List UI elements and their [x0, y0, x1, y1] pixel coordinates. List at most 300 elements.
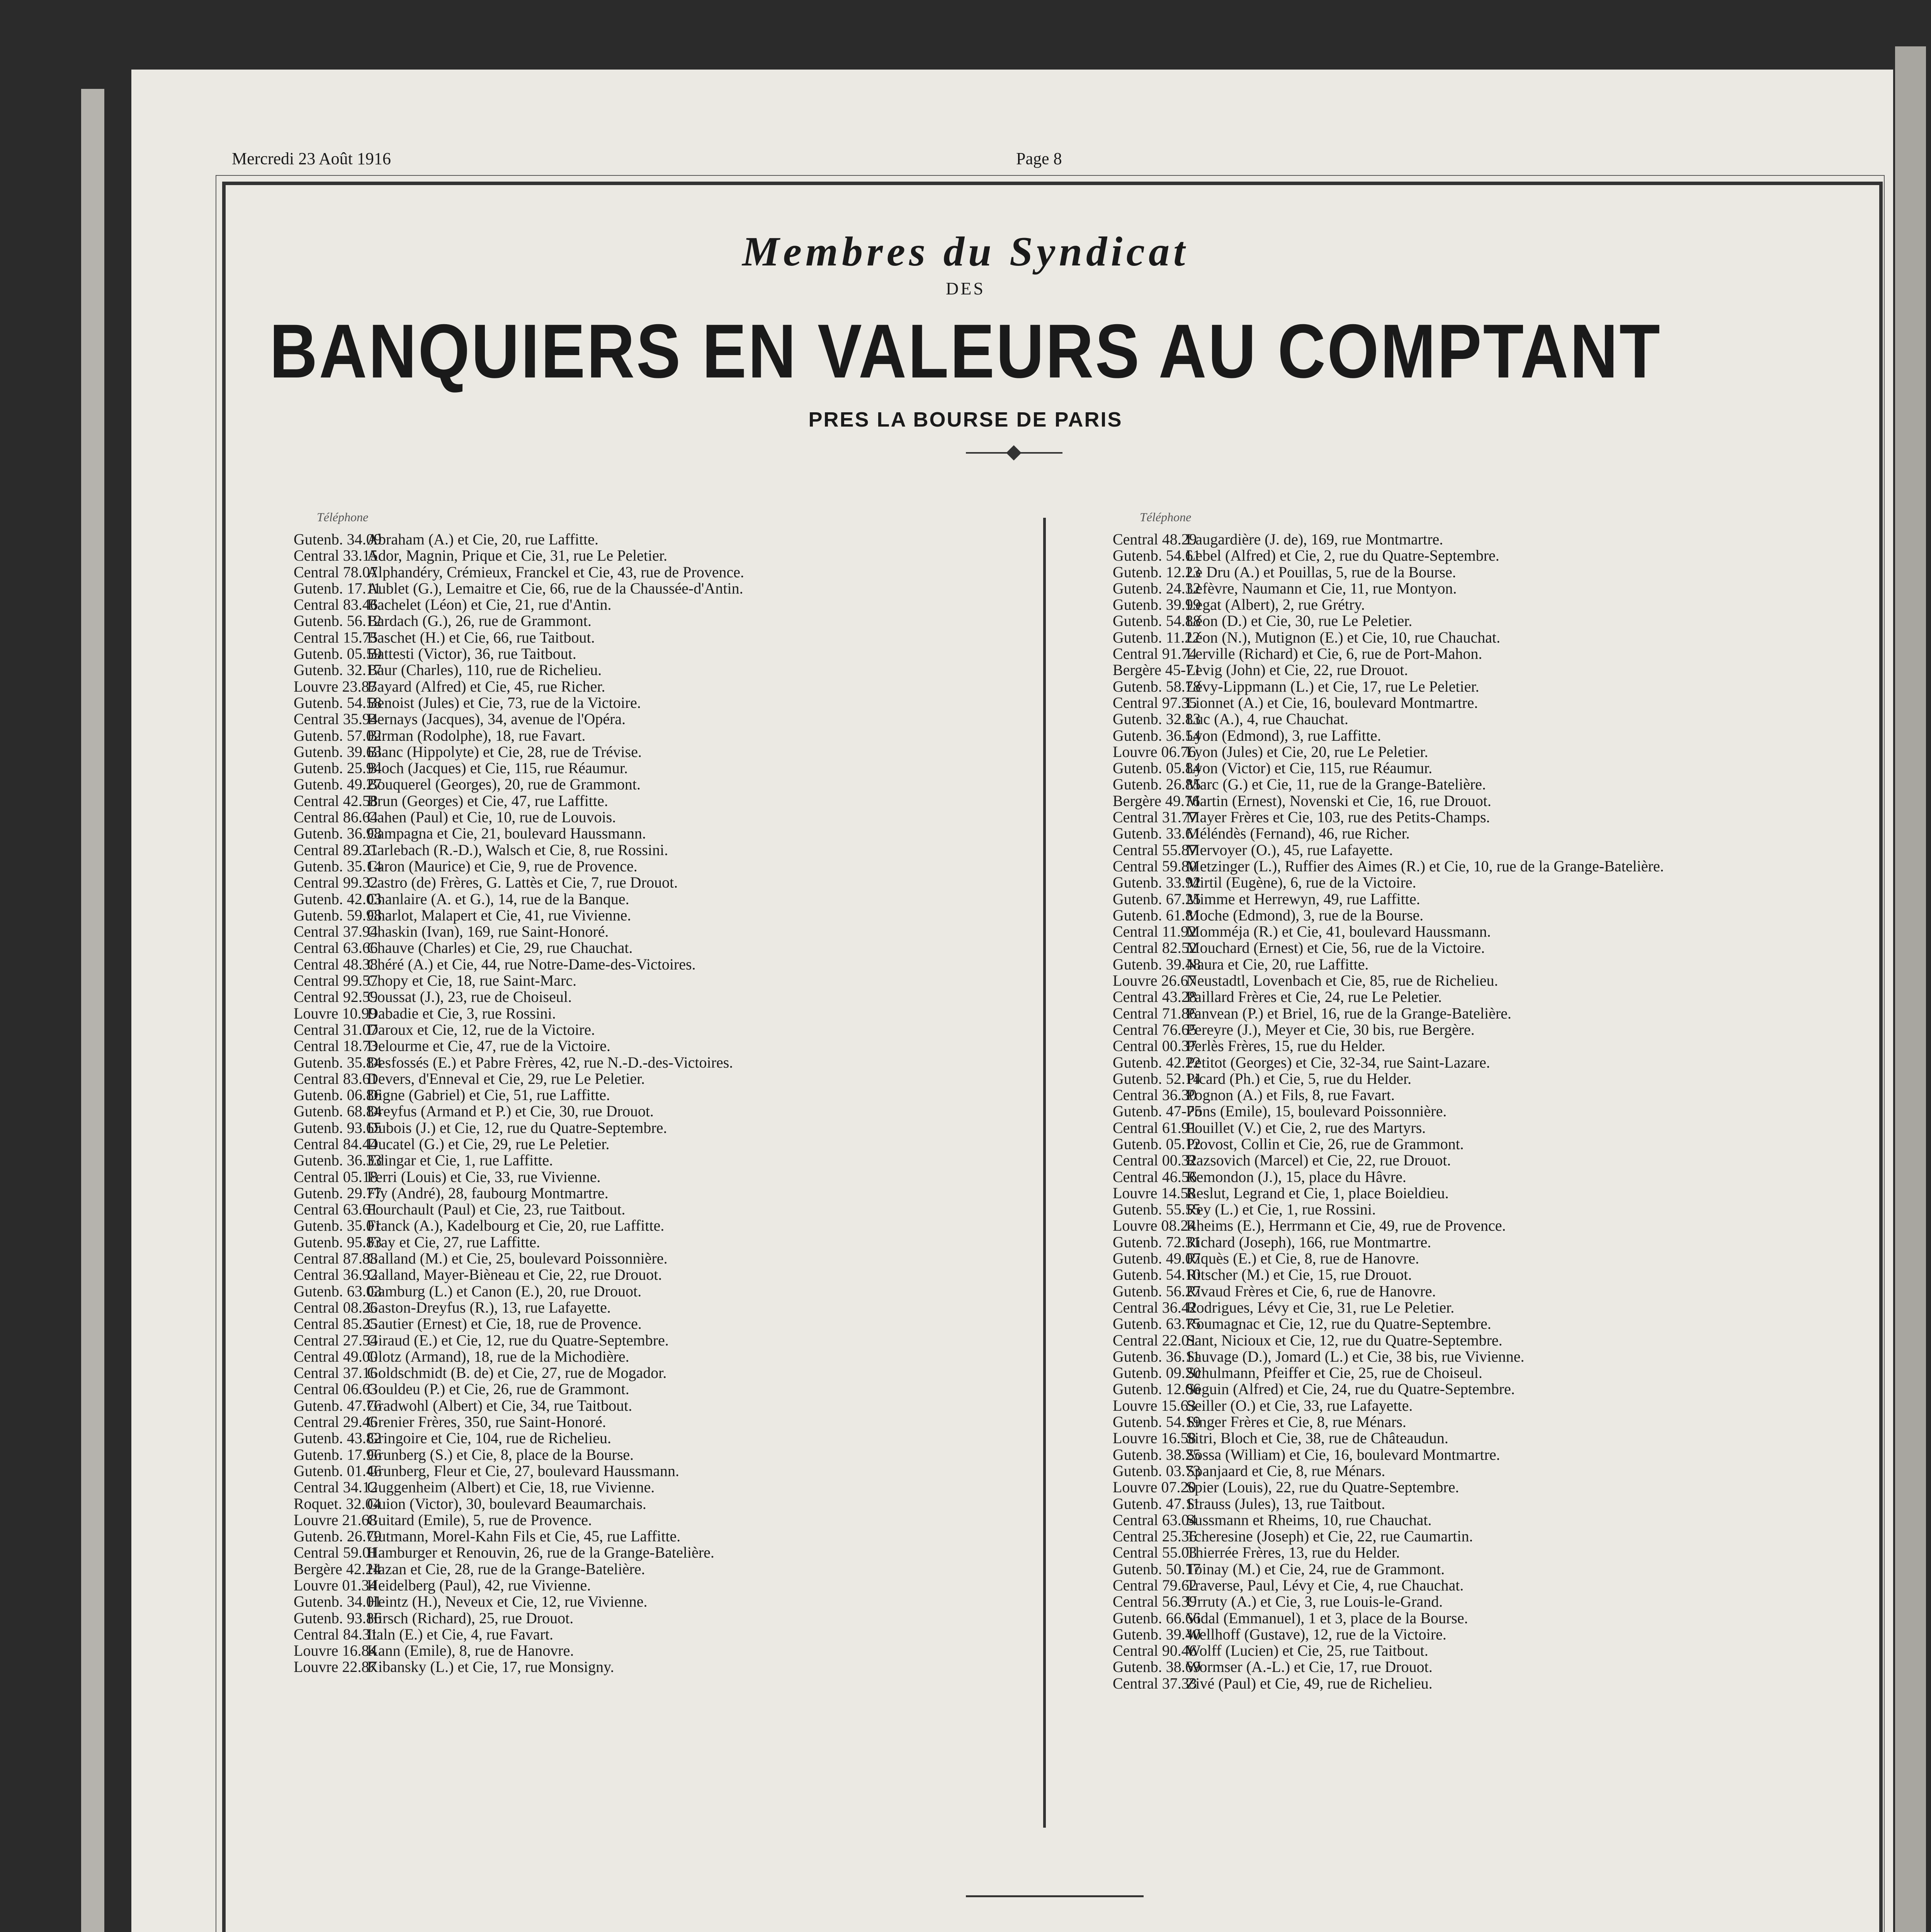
phone-exchange: Central 00.37	[1113, 1037, 1197, 1055]
member-name-address: Roumagnac et Cie, 12, rue du Quatre-Septembre.	[1186, 1315, 1491, 1333]
phone-exchange: Central 63.66	[294, 939, 378, 957]
phone-exchange: Roquet. 32.04	[294, 1495, 381, 1512]
member-entry	[1113, 776, 1664, 793]
member-name-address: Perlès Frères, 15, rue du Helder.	[1186, 1037, 1385, 1055]
member-name-address: Gutmann, Morel-Kahn Fils et Cie, 45, rue Laffitte.	[367, 1527, 681, 1545]
member-name-address: Panvean (P.) et Briel, 16, rue de la Grange-Batelière.	[1186, 1004, 1511, 1022]
member-entry	[1113, 580, 1664, 597]
member-entry	[1113, 744, 1664, 760]
phone-exchange: Central 99.57	[294, 972, 378, 990]
member-name-address: Castro (de) Frères, G. Lattès et Cie, 7, rue Drouot.	[367, 874, 678, 891]
phone-exchange: Gutenb. 57.02	[294, 726, 382, 744]
phone-exchange: Gutenb. 17.11	[294, 579, 381, 597]
member-name-address: Le Dru (A.) et Pouillas, 5, rue de la Bourse.	[1186, 563, 1456, 581]
phone-exchange: Gutenb. 33.61	[1113, 825, 1201, 842]
member-entry	[294, 613, 744, 629]
member-name-address: Pereyre (J.), Meyer et Cie, 30 bis, rue Bergère.	[1186, 1020, 1475, 1038]
member-entry	[294, 874, 744, 891]
member-name-address: Grenier Frères, 350, rue Saint-Honoré.	[367, 1413, 606, 1431]
section-rule	[966, 1895, 1144, 1897]
member-entry	[1113, 695, 1664, 711]
member-name-address: Guggenheim (Albert) et Cie, 18, rue Vivienne.	[367, 1478, 655, 1496]
member-name-address: Seguin (Alfred) et Cie, 24, rue du Quatre-Septembre.	[1186, 1380, 1515, 1398]
member-entry	[294, 1267, 744, 1283]
member-entry	[1113, 842, 1664, 858]
member-name-address: Desfossés (E.) et Pabre Frères, 42, rue N.-D.-des-Victoires.	[367, 1053, 733, 1071]
column-header-right: Téléphone	[1140, 510, 1192, 524]
member-name-address: Bloch (Jacques) et Cie, 115, rue Réaumur.	[367, 759, 628, 777]
phone-exchange: Louvre 15.63	[1113, 1396, 1196, 1414]
phone-exchange: Central 49.00	[294, 1347, 378, 1365]
member-entry	[294, 1398, 744, 1414]
member-entry	[1113, 907, 1664, 923]
phone-exchange: Gutenb. 61.81	[1113, 906, 1201, 924]
member-name-address: Sossa (William) et Cie, 16, boulevard Montmartre.	[1186, 1446, 1500, 1463]
phone-exchange: Central 06.63	[294, 1380, 378, 1398]
member-entry	[294, 597, 744, 613]
member-entry	[1113, 728, 1664, 744]
member-entry	[294, 1463, 744, 1479]
phone-exchange: Louvre 21.68	[294, 1511, 377, 1529]
member-entry	[294, 1349, 744, 1365]
member-entry	[1113, 1185, 1664, 1201]
title-membres: Membres du Syndicat	[742, 229, 1189, 275]
member-name-address: Lévy-Lippmann (L.) et Cie, 17, rue Le Peletier.	[1186, 677, 1479, 695]
member-name-address: Brun (Georges) et Cie, 47, rue Laffitte.	[367, 792, 608, 810]
member-name-address: Campagna et Cie, 21, boulevard Haussmann.	[367, 825, 646, 842]
member-entry	[294, 1365, 744, 1381]
member-entry	[294, 1022, 744, 1038]
title-banquiers: BANQUIERS EN VALEURS AU COMPTANT	[269, 308, 1662, 394]
phone-exchange: Central 48.29	[1113, 531, 1197, 548]
ornament-divider	[966, 452, 1062, 454]
member-entry	[294, 1496, 744, 1512]
phone-exchange: Louvre 01.34	[294, 1577, 377, 1594]
member-name-address: Mervoyer (O.), 45, rue Lafayette.	[1186, 841, 1393, 859]
phone-exchange: Central 92.59	[294, 988, 378, 1006]
member-entry	[1113, 793, 1664, 809]
member-name-address: Edingar et Cie, 1, rue Laffitte.	[367, 1151, 553, 1169]
member-entry	[294, 809, 744, 825]
member-entry	[294, 1414, 744, 1430]
phone-exchange: Central 36.30	[1113, 1086, 1197, 1104]
member-entry	[294, 1610, 744, 1626]
member-name-address: Rey (L.) et Cie, 1, rue Rossini.	[1186, 1201, 1376, 1218]
member-entry	[1113, 531, 1664, 548]
member-name-address: Wellhoff (Gustave), 12, rue de la Victoire.	[1186, 1625, 1447, 1643]
phone-exchange: Central 11.92	[1113, 923, 1197, 940]
member-name-address: Mimme et Herrewyn, 49, rue Laffitte.	[1186, 890, 1420, 908]
phone-exchange: Gutenb. 63.75	[1113, 1315, 1201, 1333]
member-name-address: Guion (Victor), 30, boulevard Beaumarchais.	[367, 1495, 646, 1512]
member-entry	[1113, 1169, 1664, 1185]
phone-exchange: Central 08.26	[294, 1298, 378, 1316]
member-entry	[1113, 646, 1664, 662]
member-entry	[1113, 1136, 1664, 1152]
phone-exchange: Louvre 08.24	[1113, 1217, 1196, 1235]
phone-exchange: Central 56.39	[1113, 1593, 1197, 1611]
phone-exchange: Bergère 42.24	[294, 1560, 381, 1578]
phone-exchange: Gutenb. 24.32	[1113, 579, 1201, 597]
phone-exchange: Gutenb. 49.07	[1113, 1250, 1201, 1267]
member-name-address: Rheims (E.), Herrmann et Cie, 49, rue de Provence.	[1186, 1217, 1506, 1235]
member-entry	[294, 1594, 744, 1610]
member-entry	[1113, 1544, 1664, 1561]
member-name-address: Kann (Emile), 8, rue de Hanovre.	[367, 1642, 574, 1660]
member-name-address: Rivaud Frères et Cie, 6, rue de Hanovre.	[1186, 1282, 1436, 1300]
member-entry	[294, 793, 744, 809]
member-entry	[1113, 1299, 1664, 1316]
member-name-address: Reslut, Legrand et Cie, 1, place Boieldieu.	[1186, 1184, 1449, 1202]
member-entry	[294, 679, 744, 695]
member-entry	[1113, 1381, 1664, 1397]
member-entry	[294, 662, 744, 678]
member-name-address: Caron (Maurice) et Cie, 9, rue de Provence.	[367, 857, 637, 875]
member-entry	[294, 1103, 744, 1119]
member-name-address: Spier (Louis), 22, rue du Quatre-Septembre.	[1186, 1478, 1459, 1496]
member-entry	[294, 760, 744, 776]
member-name-address: Hazan et Cie, 28, rue de la Grange-Batelière.	[367, 1560, 645, 1578]
member-entry	[1113, 1332, 1664, 1349]
member-entry	[1113, 1038, 1664, 1054]
member-entry	[1113, 1267, 1664, 1283]
member-name-address: Traverse, Paul, Lévy et Cie, 4, rue Chauchat.	[1186, 1577, 1464, 1594]
member-name-address: Levig (John) et Cie, 22, rue Drouot.	[1186, 661, 1408, 679]
member-name-address: Ritscher (M.) et Cie, 15, rue Drouot.	[1186, 1266, 1412, 1284]
phone-exchange: Gutenb. 36.98	[294, 825, 382, 842]
phone-exchange: Central 35.94	[294, 710, 378, 728]
member-name-address: Singer Frères et Cie, 8, rue Ménars.	[1186, 1413, 1406, 1431]
member-name-address: Lebel (Alfred) et Cie, 2, rue du Quatre-Septembre.	[1186, 547, 1499, 565]
phone-exchange: Gutenb. 05.12	[1113, 1135, 1201, 1153]
member-name-address: Galland, Mayer-Bièneau et Cie, 22, rue Drouot.	[367, 1266, 662, 1284]
phone-exchange: Gutenb. 34.09	[294, 531, 382, 548]
member-entry	[294, 1185, 744, 1201]
member-entry	[1113, 973, 1664, 989]
member-entry	[1113, 989, 1664, 1005]
phone-exchange: Central 31.07	[294, 1020, 378, 1038]
phone-exchange: Gutenb. 12.23	[1113, 563, 1201, 581]
phone-exchange: Central 43.28	[1113, 988, 1197, 1006]
member-name-address: Remondon (J.), 15, place du Hâvre.	[1186, 1168, 1406, 1185]
member-name-address: Lyon (Jules) et Cie, 20, rue Le Peletier.	[1186, 743, 1428, 760]
phone-exchange: Gutenb. 17.96	[294, 1446, 382, 1463]
phone-exchange: Gutenb. 72.31	[1113, 1233, 1201, 1251]
member-name-address: Baschet (H.) et Cie, 66, rue Taitbout.	[367, 628, 595, 646]
phone-exchange: Central 25.36	[1113, 1527, 1197, 1545]
member-entry	[294, 1136, 744, 1152]
member-entry	[294, 776, 744, 793]
phone-exchange: Gutenb. 01.46	[294, 1462, 382, 1480]
member-name-address: Lyon (Edmond), 3, rue Laffitte.	[1186, 726, 1381, 744]
phone-exchange: Gutenb. 95.83	[294, 1233, 382, 1251]
member-name-address: Birman (Rodolphe), 18, rue Favart.	[367, 726, 586, 744]
member-name-address: Metzinger (L.), Ruffier des Aimes (R.) et Cie, 10, rue de la Grange-Batelière.	[1186, 857, 1664, 875]
member-name-address: Picard (Ph.) et Cie, 5, rue du Helder.	[1186, 1070, 1412, 1087]
member-name-address: Sant, Nicioux et Cie, 12, rue du Quatre-Septembre.	[1186, 1331, 1503, 1349]
member-entry	[294, 940, 744, 956]
member-name-address: Tcheresine (Joseph) et Cie, 22, rue Caumartin.	[1186, 1527, 1473, 1545]
member-entry	[294, 1169, 744, 1185]
phone-exchange: Gutenb. 05.84	[1113, 759, 1201, 777]
phone-exchange: Gutenb. 33.92	[1113, 874, 1201, 891]
member-name-address: Daroux et Cie, 12, rue de la Victoire.	[367, 1020, 595, 1038]
member-entry	[1113, 1594, 1664, 1610]
member-entry	[294, 923, 744, 940]
phone-exchange: Gutenb. 35.01	[294, 1217, 382, 1235]
member-entry	[294, 564, 744, 580]
column-header-left: Téléphone	[317, 510, 369, 524]
member-name-address: Vidal (Emmanuel), 1 et 3, place de la Bourse.	[1186, 1609, 1468, 1627]
member-entry	[1113, 1479, 1664, 1495]
member-name-address: Zivé (Paul) et Cie, 49, rue de Richelieu.	[1186, 1674, 1433, 1692]
phone-exchange: Central 48.38	[294, 955, 378, 973]
member-name-address: Ferri (Louis) et Cie, 33, rue Vivienne.	[367, 1168, 601, 1185]
member-name-address: Mayer Frères et Cie, 103, rue des Petits-Champs.	[1186, 808, 1490, 826]
phone-exchange: Central 37.33	[1113, 1674, 1197, 1692]
member-name-address: Mouchard (Ernest) et Cie, 56, rue de la Victoire.	[1186, 939, 1485, 957]
member-name-address: Bayard (Alfred) et Cie, 45, rue Richer.	[367, 677, 605, 695]
phone-exchange: Gutenb. 25.94	[294, 759, 382, 777]
member-name-address: Grunberg (S.) et Cie, 8, place de la Bourse.	[367, 1446, 634, 1463]
phone-exchange: Central 61.91	[1113, 1119, 1197, 1136]
member-entry	[1113, 1577, 1664, 1594]
member-entry	[294, 1447, 744, 1463]
member-name-address: Urruty (A.) et Cie, 3, rue Louis-le-Grand.	[1186, 1593, 1443, 1611]
member-entry	[1113, 613, 1664, 629]
member-name-address: Gaston-Dreyfus (R.), 13, rue Lafayette.	[367, 1298, 611, 1316]
member-entry	[1113, 825, 1664, 842]
phone-exchange: Gutenb. 39.99	[1113, 596, 1201, 614]
member-entry	[1113, 1561, 1664, 1577]
member-name-address: Gautier (Ernest) et Cie, 18, rue de Provence.	[367, 1315, 642, 1333]
members-list-left	[294, 531, 744, 1675]
member-entry	[1113, 711, 1664, 727]
phone-exchange: Louvre 23.87	[294, 677, 377, 695]
member-entry	[1113, 662, 1664, 678]
member-name-address: Naura et Cie, 20, rue Laffitte.	[1186, 955, 1369, 973]
phone-exchange: Gutenb. 35.14	[294, 857, 382, 875]
phone-exchange: Louvre 16.58	[1113, 1429, 1196, 1447]
member-name-address: Marc (G.) et Cie, 11, rue de la Grange-Batelière.	[1186, 776, 1486, 793]
phone-exchange: Central 55.03	[1113, 1544, 1197, 1561]
phone-exchange: Gutenb. 26.79	[294, 1527, 382, 1545]
phone-exchange: Gutenb. 03.73	[1113, 1462, 1201, 1480]
member-name-address: Carlebach (R.-D.), Walsch et Cie, 8, rue Rossini.	[367, 841, 668, 859]
phone-exchange: Gutenb. 56.12	[294, 612, 382, 630]
phone-exchange: Central 42.58	[294, 792, 378, 810]
member-entry	[1113, 858, 1664, 874]
member-name-address: Fly (André), 28, faubourg Montmartre.	[367, 1184, 609, 1202]
member-entry	[294, 1528, 744, 1544]
member-name-address: Dreyfus (Armand et P.) et Cie, 30, rue Drouot.	[367, 1102, 654, 1120]
member-entry	[294, 1152, 744, 1168]
member-name-address: Léon (N.), Mutignon (E.) et Cie, 10, rue Chauchat.	[1186, 628, 1501, 646]
member-name-address: Gamburg (L.) et Canon (E.), 20, rue Drouot.	[367, 1282, 642, 1300]
phone-exchange: Gutenb. 47.76	[294, 1396, 382, 1414]
member-name-address: Gradwohl (Albert) et Cie, 34, rue Taitbout.	[367, 1396, 632, 1414]
member-entry	[294, 1561, 744, 1577]
member-entry	[1113, 1316, 1664, 1332]
member-entry	[1113, 923, 1664, 940]
member-name-address: Legat (Albert), 2, rue Grétry.	[1186, 596, 1365, 614]
member-entry	[294, 1643, 744, 1659]
phone-exchange: Central 34.12	[294, 1478, 378, 1496]
member-entry	[1113, 1528, 1664, 1544]
member-entry	[294, 1479, 744, 1495]
member-name-address: Strauss (Jules), 13, rue Taitbout.	[1186, 1495, 1385, 1512]
member-name-address: Laugardière (J. de), 169, rue Montmartre.	[1186, 531, 1443, 548]
phone-exchange: Central 22.01	[1113, 1331, 1197, 1349]
member-entry	[1113, 940, 1664, 956]
member-name-address: Pouillet (V.) et Cie, 2, rue des Martyrs.	[1186, 1119, 1426, 1136]
member-entry	[1113, 1610, 1664, 1626]
phone-exchange: Louvre 07.20	[1113, 1478, 1196, 1496]
member-name-address: Pons (Emile), 15, boulevard Poissonnière.	[1186, 1102, 1447, 1120]
member-name-address: Franck (A.), Kadelbourg et Cie, 20, rue Laffitte.	[367, 1217, 665, 1235]
phone-exchange: Gutenb. 06.86	[294, 1086, 382, 1104]
phone-exchange: Gutenb. 36.33	[294, 1151, 382, 1169]
member-name-address: Razsovich (Marcel) et Cie, 22, rue Drouot.	[1186, 1151, 1451, 1169]
member-name-address: Aublet (G.), Lemaitre et Cie, 66, rue de la Chaussée-d'Antin.	[367, 579, 743, 597]
phone-exchange: Gutenb. 29.77	[294, 1184, 382, 1202]
phone-exchange: Louvre 06.76	[1113, 743, 1196, 760]
member-name-address: Hamburger et Renouvin, 26, rue de la Grange-Batelière.	[367, 1544, 714, 1561]
phone-exchange: Central 05.18	[294, 1168, 378, 1185]
member-name-address: Spanjaard et Cie, 8, rue Ménars.	[1186, 1462, 1385, 1480]
phone-exchange: Central 46.56	[1113, 1168, 1197, 1185]
title-bourse: PRES LA BOURSE DE PARIS	[808, 408, 1123, 431]
member-entry	[1113, 1120, 1664, 1136]
member-entry	[1113, 760, 1664, 776]
phone-exchange: Central 71.86	[1113, 1004, 1197, 1022]
member-entry	[1113, 548, 1664, 564]
phone-exchange: Central 89.21	[294, 841, 378, 859]
member-entry	[1113, 1398, 1664, 1414]
member-name-address: Ducatel (G.) et Cie, 29, rue Le Peletier.	[367, 1135, 610, 1153]
member-entry	[294, 1626, 744, 1643]
phone-exchange: Louvre 16.84	[294, 1642, 377, 1660]
member-entry	[294, 1201, 744, 1218]
member-entry	[294, 1430, 744, 1446]
phone-exchange: Central 83.46	[294, 596, 378, 614]
member-entry	[1113, 1005, 1664, 1022]
phone-exchange: Central 00.32	[1113, 1151, 1197, 1169]
member-entry	[1113, 1201, 1664, 1218]
member-entry	[294, 1332, 744, 1349]
member-entry	[1113, 1659, 1664, 1675]
phone-exchange: Central 79.62	[1113, 1577, 1197, 1594]
member-entry	[294, 1577, 744, 1594]
member-name-address: Mirtil (Eugène), 6, rue de la Victoire.	[1186, 874, 1416, 891]
member-name-address: Lyon (Victor) et Cie, 115, rue Réaumur.	[1186, 759, 1433, 777]
member-name-address: Hirsch (Richard), 25, rue Drouot.	[367, 1609, 574, 1627]
phone-exchange: Gutenb. 12.06	[1113, 1380, 1201, 1398]
member-name-address: Dubois (J.) et Cie, 12, rue du Quatre-Septembre.	[367, 1119, 667, 1136]
member-name-address: Richard (Joseph), 166, rue Montmartre.	[1186, 1233, 1431, 1251]
member-name-address: Battesti (Victor), 36, rue Taitbout.	[367, 645, 576, 663]
member-name-address: Moche (Edmond), 3, rue de la Bourse.	[1186, 906, 1424, 924]
member-name-address: Bouquerel (Georges), 20, rue de Grammont.	[367, 776, 641, 793]
member-name-address: Martin (Ernest), Novenski et Cie, 16, rue Drouot.	[1186, 792, 1491, 810]
member-name-address: Gringoire et Cie, 104, rue de Richelieu.	[367, 1429, 612, 1447]
member-entry	[1113, 1447, 1664, 1463]
member-entry	[294, 1299, 744, 1316]
phone-exchange: Bergère 49.76	[1113, 792, 1200, 810]
member-name-address: Bachelet (Léon) et Cie, 21, rue d'Antin.	[367, 596, 612, 614]
member-entry	[294, 973, 744, 989]
phone-exchange: Gutenb. 52.14	[1113, 1070, 1201, 1087]
member-entry	[1113, 1054, 1664, 1071]
member-entry	[1113, 629, 1664, 646]
phone-exchange: Gutenb. 56.27	[1113, 1282, 1201, 1300]
member-name-address: Chanlaire (A. et G.), 14, rue de la Banque.	[367, 890, 629, 908]
phone-exchange: Central 33.15	[294, 547, 378, 565]
member-entry	[1113, 1071, 1664, 1087]
member-name-address: Chauve (Charles) et Cie, 29, rue Chauchat.	[367, 939, 633, 957]
member-entry	[294, 891, 744, 907]
phone-exchange: Gutenb. 38.69	[1113, 1658, 1201, 1676]
phone-exchange: Gutenb. 93.86	[294, 1609, 382, 1627]
member-name-address: Chaskin (Ivan), 169, rue Saint-Honoré.	[367, 923, 609, 940]
member-name-address: Wormser (A.-L.) et Cie, 17, rue Drouot.	[1186, 1658, 1433, 1676]
column-divider	[1043, 518, 1046, 1828]
member-name-address: Léon (D.) et Cie, 30, rue Le Peletier.	[1186, 612, 1413, 630]
member-entry	[294, 858, 744, 874]
member-entry	[294, 695, 744, 711]
member-name-address: Grunberg, Fleur et Cie, 27, boulevard Haussmann.	[367, 1462, 679, 1480]
phone-exchange: Gutenb. 50.17	[1113, 1560, 1201, 1578]
phone-exchange: Gutenb. 39.63	[294, 743, 382, 760]
member-entry	[1113, 1152, 1664, 1168]
phone-exchange: Gutenb. 32.83	[1113, 710, 1201, 728]
member-name-address: Heidelberg (Paul), 42, rue Vivienne.	[367, 1577, 591, 1594]
phone-exchange: Gutenb. 39.48	[1113, 955, 1201, 973]
member-entry	[1113, 564, 1664, 580]
member-entry	[1113, 956, 1664, 973]
member-entry	[294, 1234, 744, 1250]
phone-exchange: Gutenb. 35.84	[294, 1053, 382, 1071]
header-page-number: Page 8	[1016, 149, 1062, 168]
member-name-address: Digne (Gabriel) et Cie, 51, rue Laffitte.	[367, 1086, 610, 1104]
member-entry	[294, 907, 744, 923]
member-name-address: Ador, Magnin, Prique et Cie, 31, rue Le Peletier.	[367, 547, 668, 565]
member-entry	[1113, 1512, 1664, 1528]
member-name-address: Petitot (Georges) et Cie, 32-34, rue Saint-Lazare.	[1186, 1053, 1490, 1071]
member-entry	[294, 1218, 744, 1234]
phone-exchange: Central 78.07	[294, 563, 378, 581]
member-name-address: Toinay (M.) et Cie, 24, rue de Grammont.	[1186, 1560, 1445, 1578]
member-name-address: Chéré (A.) et Cie, 44, rue Notre-Dame-des-Victoires.	[367, 955, 696, 973]
member-entry	[294, 1381, 744, 1397]
member-entry	[1113, 1643, 1664, 1659]
phone-exchange: Central 36.92	[294, 1266, 378, 1284]
member-name-address: Pognon (A.) et Fils, 8, rue Favart.	[1186, 1086, 1395, 1104]
phone-exchange: Central 27.54	[294, 1331, 378, 1349]
member-entry	[1113, 1496, 1664, 1512]
phone-exchange: Central 84.44	[294, 1135, 378, 1153]
member-entry	[294, 956, 744, 973]
member-entry	[1113, 1463, 1664, 1479]
phone-exchange: Gutenb. 34.01	[294, 1593, 382, 1611]
member-name-address: Bardach (G.), 26, rue de Grammont.	[367, 612, 592, 630]
phone-exchange: Gutenb. 63.03	[294, 1282, 382, 1300]
member-name-address: Blanc (Hippolyte) et Cie, 28, rue de Trévise.	[367, 743, 642, 760]
member-name-address: Benoist (Jules) et Cie, 73, rue de la Victoire.	[367, 694, 641, 711]
phone-exchange: Central 85.25	[294, 1315, 378, 1333]
phone-exchange: Gutenb. 58.78	[1113, 677, 1201, 695]
title-des: DES	[946, 279, 985, 298]
